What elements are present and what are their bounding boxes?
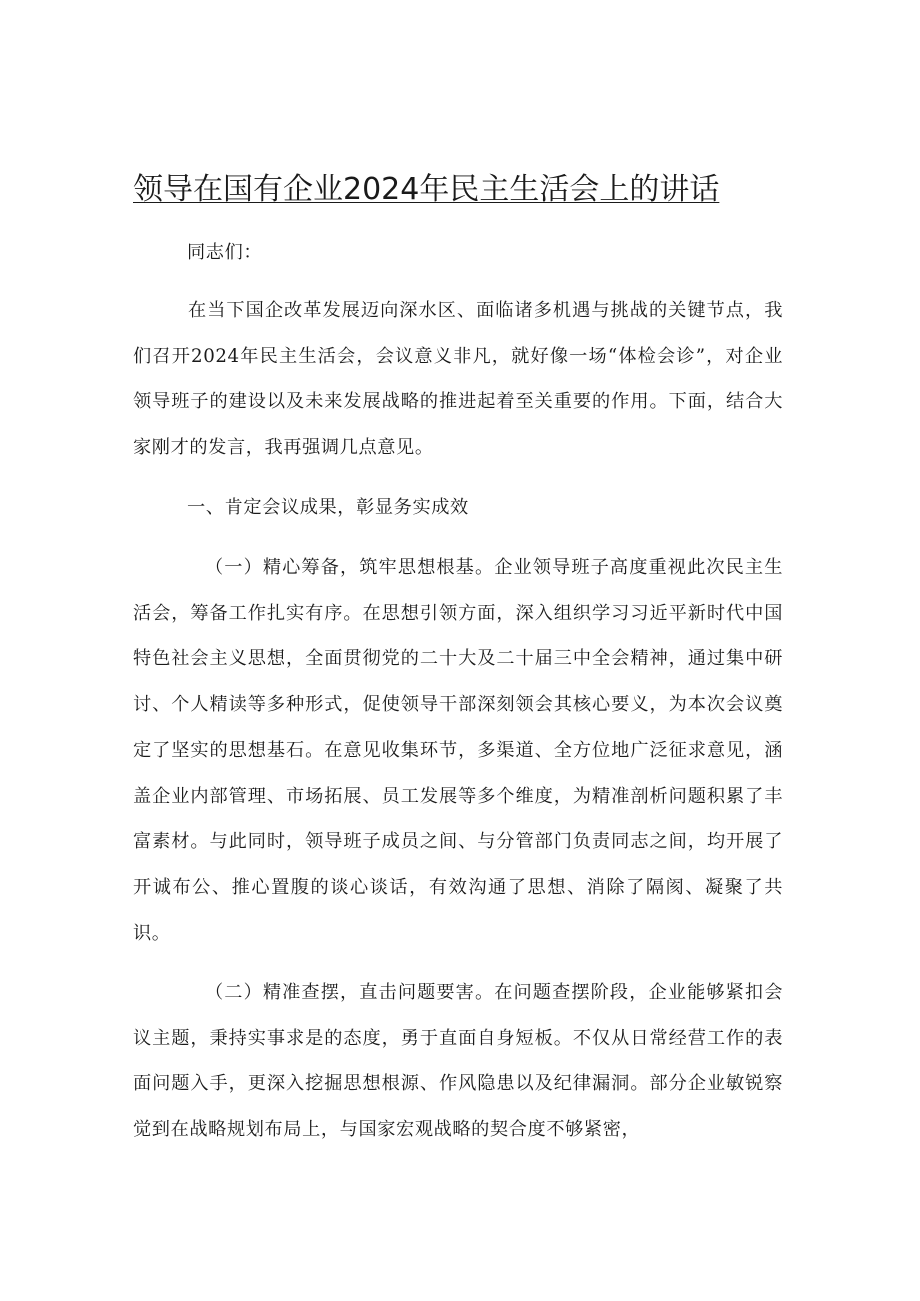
section1-paragraph-1: （一）精心筹备，筑牢思想根基。企业领导班子高度重视此次民主生活会，筹备工作扎实有序。在思想引领方面，深入组织学习习近平新时代中国特色社会主义思想，全面贯彻党的二十大及二十届三中全会精神，通过集中研讨、个人精读等多种形式，促使领导干部深刻领会其核心要义，为本次会议奠定了坚实的思想基石。在意见收集环节，多渠道、全方位地广泛征求意见，涵盖企业内部管理、市场拓展、员工发展等多个维度，为精准剖析问题积累了丰富素材。与此同时，领导班子成员之间、与分管部门负责同志之间，均开展了开诚布公、推心置腹的谈心谈话，有效沟通了思想、消除了隔阂、凝聚了共识。 bbox=[133, 557, 783, 944]
section-heading-1: 一、肯定会议成果，彰显务实成效 bbox=[187, 497, 469, 518]
intro-paragraph: 在当下国企改革发展迈向深水区、面临诸多机遇与挑战的关键节点，我们召开2024年民主生活会，会议意义非凡，就好像一场“体检会诊”，对企业领导班子的建设以及未来发展战略的推进起着至关重要的作用。下面，结合大家刚才的发言，我再强调几点意见。 bbox=[133, 300, 783, 459]
section1-paragraph-2: （二）精准查摆，直击问题要害。在问题查摆阶段，企业能够紧扣会议主题，秉持实事求是的态度，勇于直面自身短板。不仅从日常经营工作的表面问题入手，更深入挖掘思想根源、作风隐患以及纪律漏洞。部分企业敏锐察觉到在战略规划布局上，与国家宏观战略的契合度不够紧密， bbox=[133, 982, 783, 1141]
greeting: 同志们： bbox=[187, 242, 263, 263]
document-title: 领导在国有企业2024年民主生活会上的讲话 bbox=[133, 172, 720, 207]
